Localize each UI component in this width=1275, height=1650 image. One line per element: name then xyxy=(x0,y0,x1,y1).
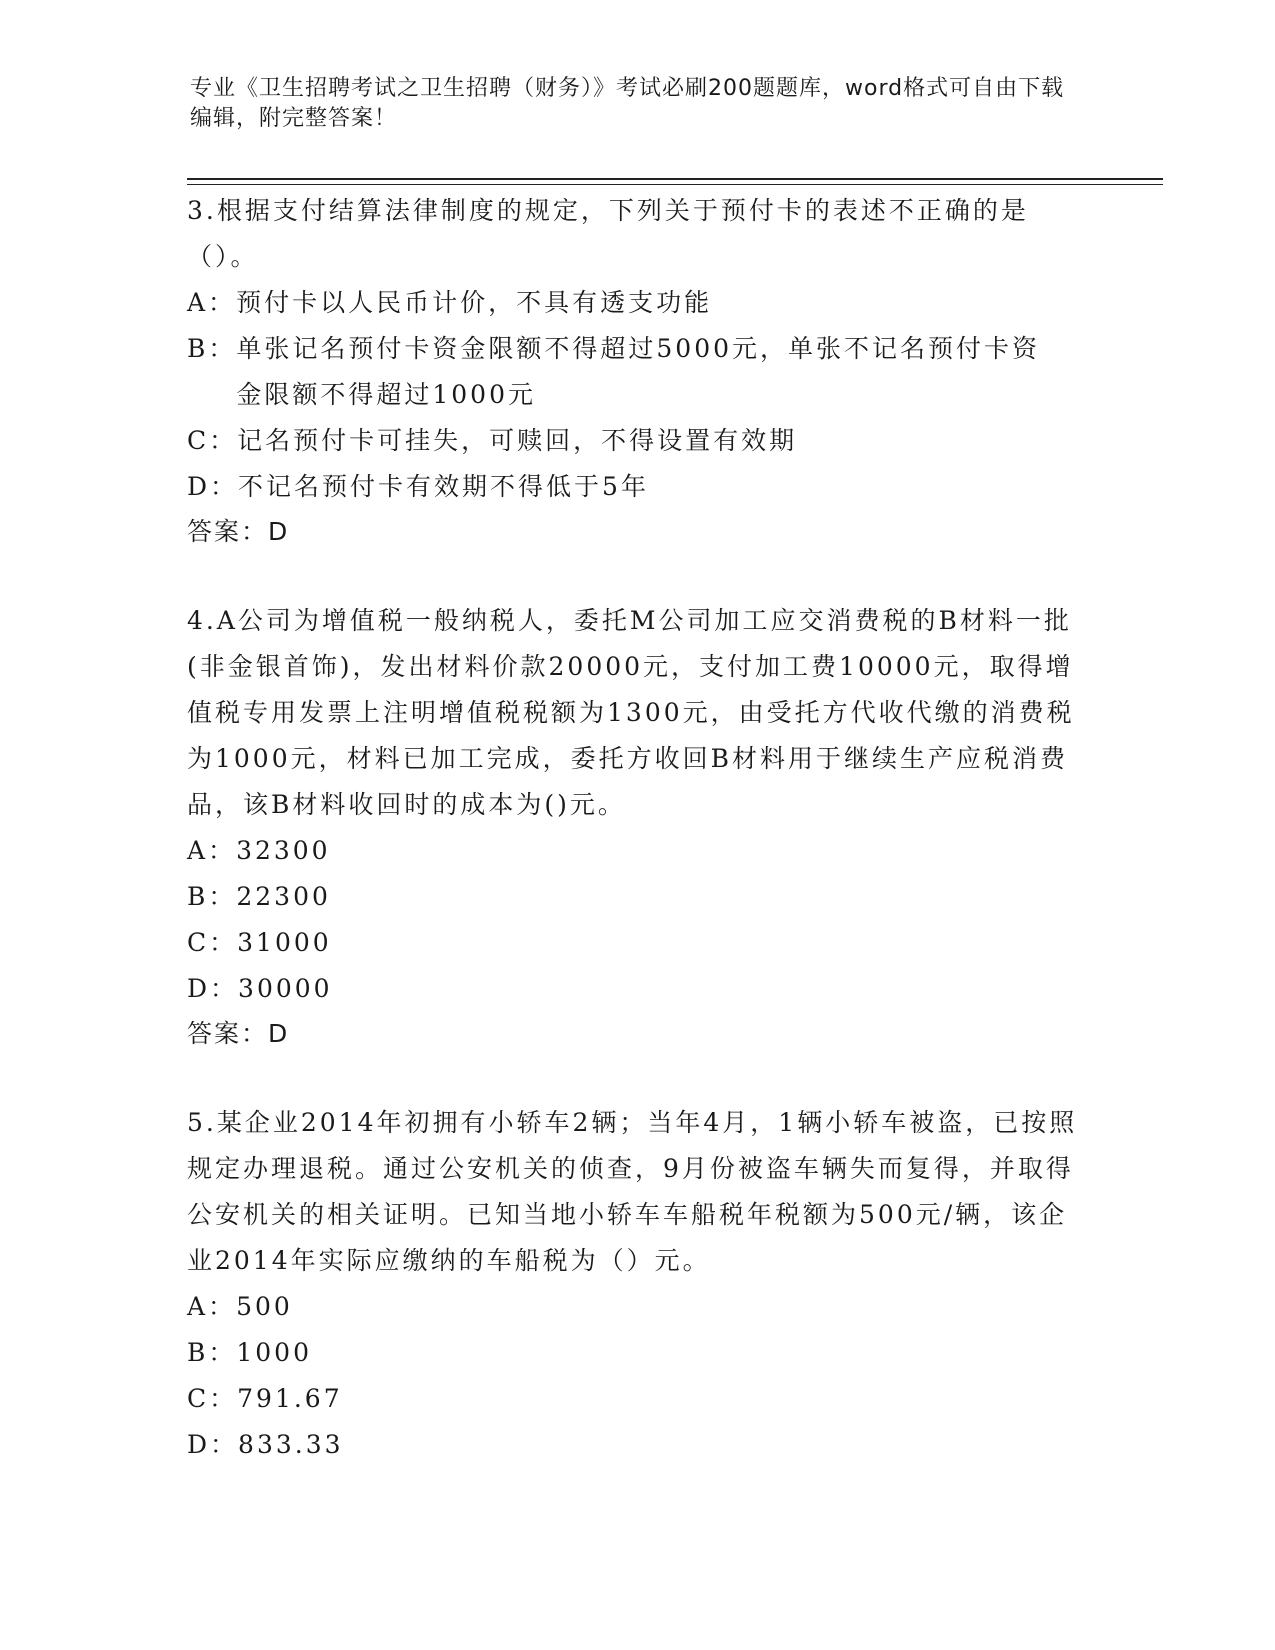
option-b xyxy=(187,1330,1087,1376)
option-key: A： xyxy=(187,1292,237,1321)
option-a xyxy=(187,280,1087,326)
question-stem: 3.根据支付结算法律制度的规定，下列关于预付卡的表述不正确的是（）。 xyxy=(187,196,1029,271)
option-key: C： xyxy=(187,1384,238,1413)
option-key: D： xyxy=(187,1430,239,1459)
question-3 xyxy=(187,188,1087,554)
question-5 xyxy=(187,1100,1087,1468)
option-a xyxy=(187,828,1087,874)
header-divider-thick xyxy=(187,178,1163,180)
answer-label: 答案：D xyxy=(187,517,290,546)
option-key: A： xyxy=(187,288,237,317)
option-key: B： xyxy=(187,1338,237,1367)
option-text: 833.33 xyxy=(238,1430,344,1459)
option-a xyxy=(187,1284,1087,1330)
option-c xyxy=(187,418,1087,464)
option-b xyxy=(187,326,1087,418)
option-key: B： xyxy=(187,882,237,911)
option-d xyxy=(187,464,1087,510)
option-key: D： xyxy=(187,472,239,501)
option-d xyxy=(187,966,1087,1012)
answer-label: 答案：D xyxy=(187,1019,290,1048)
option-text: 791.67 xyxy=(237,1384,343,1413)
option-text: 预付卡以人民币计价，不具有透支功能 xyxy=(236,288,713,317)
option-text: 500 xyxy=(236,1292,293,1321)
option-key: C： xyxy=(187,928,238,957)
question-stem: 4.A公司为增值税一般纳税人，委托M公司加工应交消费税的B材料一批(非金银首饰)，发出材料价款20000元，支付加工费10000元，取得增值税专用发票上注明增值税税额为1300元，由受托方代收代缴的消费税为1000元，材料已加工完成，委托方收回B材料用于继续生产应税消费品，该B材料收回时的成本为()元。 xyxy=(187,606,1075,819)
option-c xyxy=(187,920,1087,966)
header-divider-thin xyxy=(187,184,1163,185)
option-text: 32300 xyxy=(236,836,331,865)
option-text: 1000 xyxy=(236,1338,312,1367)
option-key: D： xyxy=(187,974,239,1003)
question-list xyxy=(187,188,1087,1512)
option-c xyxy=(187,1376,1087,1422)
option-key: A： xyxy=(187,836,237,865)
document-header: 专业《卫生招聘考试之卫生招聘（财务）》考试必刷200题题库，word格式可自由下载编辑，附完整答案！ xyxy=(190,76,1065,131)
question-4 xyxy=(187,598,1087,1056)
option-text: 不记名预付卡有效期不得低于5年 xyxy=(238,472,649,501)
option-d xyxy=(187,1422,1087,1468)
question-stem: 5.某企业2014年初拥有小轿车2辆；当年4月，1辆小轿车被盗，已按照规定办理退税。通过公安机关的侦查，9月份被盗车辆失而复得，并取得公安机关的相关证明。已知当地小轿车车船税年税额为500元/辆，该企业2014年实际应缴纳的车船税为（）元。 xyxy=(187,1108,1078,1275)
option-text: 31000 xyxy=(237,928,332,957)
option-text: 22300 xyxy=(236,882,331,911)
option-text: 记名预付卡可挂失，可赎回，不得设置有效期 xyxy=(237,426,798,455)
option-key: B： xyxy=(187,334,237,363)
option-key: C： xyxy=(187,426,238,455)
option-text: 30000 xyxy=(238,974,333,1003)
option-text: 单张记名预付卡资金限额不得超过5000元，单张不记名预付卡资金限额不得超过1000元 xyxy=(236,334,1041,409)
option-b xyxy=(187,874,1087,920)
